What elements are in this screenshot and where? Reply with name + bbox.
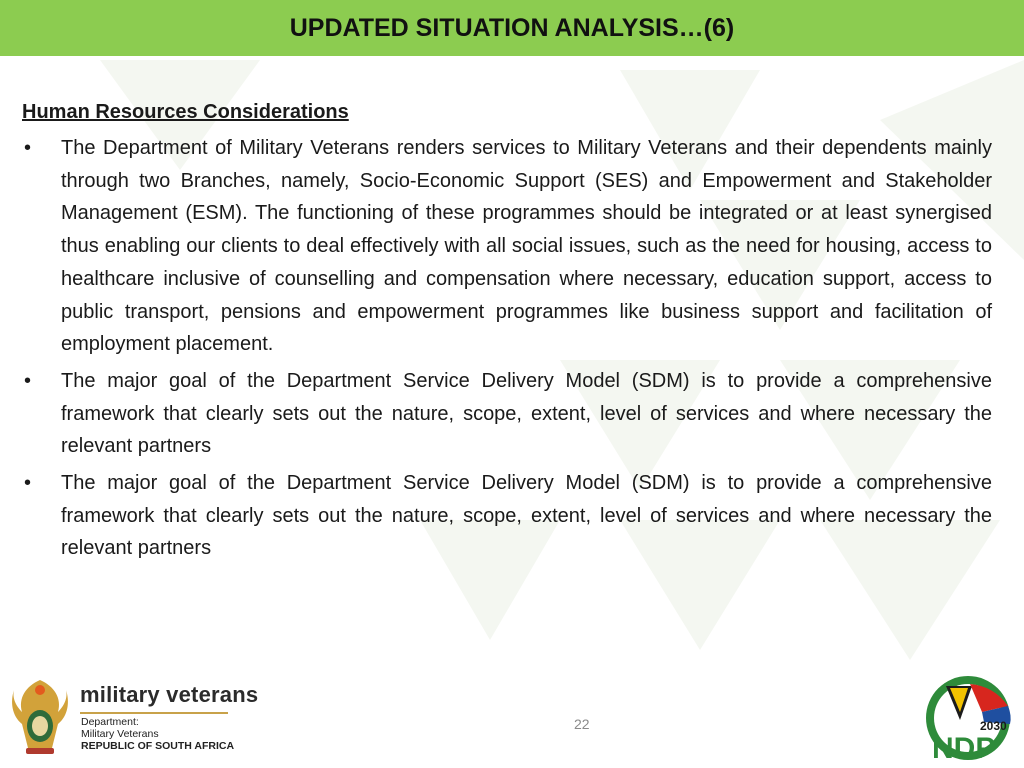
coat-of-arms-icon [8, 676, 72, 758]
title-bar [0, 0, 1024, 56]
bullet-item [22, 365, 992, 463]
bullet-list [22, 132, 992, 565]
bullet-icon: • [24, 472, 32, 495]
footer [0, 668, 1024, 768]
ndp-text: NDP [932, 732, 996, 764]
bullet-item [22, 132, 992, 361]
department-name: Military Veterans [81, 728, 159, 740]
section-heading: Human Resources Considerations [22, 101, 349, 123]
logo-divider [80, 712, 228, 714]
bullet-text: The major goal of the Department Service Delivery Model (SDM) is to provide a comprehensive framework that clearly sets out the nature, scope, extent, level of services and where necessary the relevant partners [61, 369, 992, 458]
bullet-text: The major goal of the Department Service Delivery Model (SDM) is to provide a comprehensive framework that clearly sets out the nature, scope, extent, level of services and where necessary the relevant partners [61, 472, 992, 560]
ndp-2030-logo-icon [924, 672, 1016, 764]
department-label: Department: [81, 716, 139, 728]
slide-title: UPDATED SITUATION ANALYSIS…(6) [289, 13, 735, 42]
bullet-text: The Department of Military Veterans renders services to Military Veterans and their dependents mainly through two Branches, namely, Socio-Economic Support (SES) and Empowerment and Stakeholder Management (ESM). The functioning of these programmes should be integrated or at least synergised thus enabling our clients to deal effectively with all social issues, such as the need for housing, access to healthcare inclusive of counselling and compensation where necessary, education support, access to public transport, pensions and empowerment programmes like business support and facilitation of employment placement. [61, 137, 992, 356]
bullet-icon: • [24, 369, 32, 392]
slide-content [22, 98, 992, 569]
logo-title: military veterans [80, 682, 259, 707]
ndp-year: 2030 [980, 719, 1007, 733]
country-name: REPUBLIC OF SOUTH AFRICA [81, 740, 235, 752]
bullet-item [22, 467, 992, 565]
page-number: 22 [574, 716, 590, 732]
bullet-icon: • [24, 137, 32, 159]
